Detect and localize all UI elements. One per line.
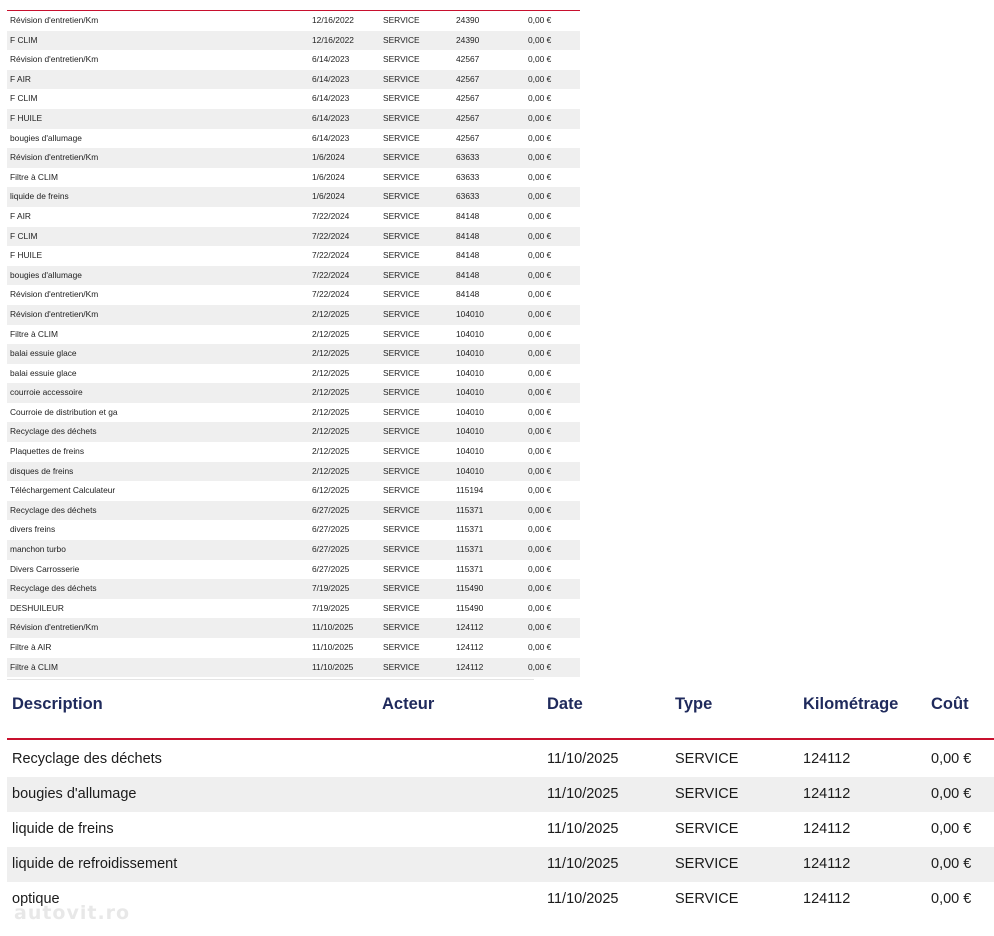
cell-mileage: 124112 xyxy=(803,821,851,837)
table-row xyxy=(7,325,580,345)
cell-description: F AIR xyxy=(10,210,31,221)
cell-mileage: 104010 xyxy=(456,328,484,339)
cell-type: SERVICE xyxy=(383,602,420,613)
cell-cost: 0,00 € xyxy=(528,210,552,221)
cell-cost: 0,00 € xyxy=(528,446,552,457)
column-header-actor: Acteur xyxy=(382,695,435,713)
cell-description: disques de freins xyxy=(10,465,74,476)
cell-cost: 0,00 € xyxy=(528,191,552,202)
column-header-cost: Coût xyxy=(931,695,969,713)
cell-date: 1/6/2024 xyxy=(312,152,345,163)
column-header-description: Description xyxy=(12,695,103,713)
cell-type: SERVICE xyxy=(383,622,420,633)
cell-description: courroie accessoire xyxy=(10,387,83,398)
cell-cost: 0,00 € xyxy=(931,751,972,767)
cell-mileage: 24390 xyxy=(456,34,480,45)
cell-description: Révision d'entretien/Km xyxy=(10,152,99,163)
table-row xyxy=(7,364,580,384)
cell-mileage: 42567 xyxy=(456,132,480,143)
cell-type: SERVICE xyxy=(383,426,420,437)
cell-cost: 0,00 € xyxy=(931,891,972,907)
cell-description: Recyclage des déchets xyxy=(12,751,162,767)
cell-cost: 0,00 € xyxy=(528,602,552,613)
cell-date: 6/27/2025 xyxy=(312,544,350,555)
cell-mileage: 84148 xyxy=(456,269,480,280)
cell-date: 1/6/2024 xyxy=(312,191,345,202)
cell-type: SERVICE xyxy=(383,112,420,123)
cell-cost: 0,00 € xyxy=(528,426,552,437)
table-row xyxy=(7,266,580,286)
cell-description: bougies d'allumage xyxy=(10,132,82,143)
cell-cost: 0,00 € xyxy=(528,642,552,652)
cell-type: SERVICE xyxy=(383,406,420,417)
cell-cost: 0,00 € xyxy=(528,485,552,496)
cell-description: optique xyxy=(12,891,60,907)
cell-cost: 0,00 € xyxy=(528,504,552,515)
cell-description: F CLIM xyxy=(10,93,38,104)
cell-mileage: 104010 xyxy=(456,446,484,457)
cell-mileage: 63633 xyxy=(456,152,480,163)
cell-cost: 0,00 € xyxy=(528,328,552,339)
table-row xyxy=(7,599,580,619)
small-table-body xyxy=(7,11,580,677)
cell-mileage: 84148 xyxy=(456,250,480,261)
cell-description: Révision d'entretien/Km xyxy=(10,15,99,25)
cell-cost: 0,00 € xyxy=(528,171,552,182)
cell-description: DESHUILEUR xyxy=(10,602,64,613)
cell-description: Révision d'entretien/Km xyxy=(10,308,99,319)
cell-type: SERVICE xyxy=(383,661,420,672)
table-row xyxy=(7,11,580,31)
table-row xyxy=(7,847,994,882)
cell-type: SERVICE xyxy=(675,821,739,837)
cell-type: SERVICE xyxy=(383,250,420,261)
cell-description: Filtre à CLIM xyxy=(10,328,58,339)
cell-date: 6/14/2023 xyxy=(312,54,350,65)
cell-cost: 0,00 € xyxy=(528,308,552,319)
cell-type: SERVICE xyxy=(383,132,420,143)
cell-description: Recyclage des déchets xyxy=(10,504,97,515)
cell-type: SERVICE xyxy=(675,856,739,872)
cell-type: SERVICE xyxy=(383,387,420,398)
cell-mileage: 124112 xyxy=(803,891,851,907)
table-row xyxy=(7,442,580,462)
cell-type: SERVICE xyxy=(383,230,420,241)
cell-description: Courroie de distribution et ga xyxy=(10,406,118,417)
table-row xyxy=(7,812,994,847)
cell-date: 2/12/2025 xyxy=(312,446,350,457)
cell-mileage: 84148 xyxy=(456,289,480,300)
cell-date: 11/10/2025 xyxy=(312,642,354,652)
cell-type: SERVICE xyxy=(383,93,420,104)
cell-description: Filtre à CLIM xyxy=(10,661,58,672)
table-row xyxy=(7,246,580,266)
cell-date: 6/27/2025 xyxy=(312,524,350,535)
cell-mileage: 124112 xyxy=(803,751,851,767)
cell-cost: 0,00 € xyxy=(528,563,552,574)
cell-mileage: 104010 xyxy=(456,387,484,398)
cell-description: Recyclage des déchets xyxy=(10,583,97,594)
cell-date: 11/10/2025 xyxy=(312,661,354,672)
cell-cost: 0,00 € xyxy=(528,544,552,555)
table-row xyxy=(7,501,580,521)
cell-date: 2/12/2025 xyxy=(312,465,350,476)
table-row xyxy=(7,777,994,812)
table-row xyxy=(7,882,994,917)
watermark: autovit.ro xyxy=(14,902,131,924)
table-row xyxy=(7,422,580,442)
cell-cost: 0,00 € xyxy=(528,524,552,535)
column-header-date: Date xyxy=(547,695,583,713)
table-row xyxy=(7,285,580,305)
cell-description: F AIR xyxy=(10,73,31,84)
cell-mileage: 104010 xyxy=(456,308,484,319)
cell-description: Révision d'entretien/Km xyxy=(10,622,99,633)
cell-cost: 0,00 € xyxy=(528,152,552,163)
cell-date: 2/12/2025 xyxy=(312,367,350,378)
cell-type: SERVICE xyxy=(383,210,420,221)
cell-cost: 0,00 € xyxy=(528,387,552,398)
cell-cost: 0,00 € xyxy=(931,856,972,872)
cell-cost: 0,00 € xyxy=(528,132,552,143)
cell-date: 7/22/2024 xyxy=(312,230,350,241)
cell-mileage: 42567 xyxy=(456,93,480,104)
cell-cost: 0,00 € xyxy=(528,465,552,476)
cell-mileage: 124112 xyxy=(456,642,484,652)
cell-mileage: 115194 xyxy=(456,485,484,496)
cell-type: SERVICE xyxy=(383,563,420,574)
cell-mileage: 104010 xyxy=(456,406,484,417)
cell-description: manchon turbo xyxy=(10,544,66,555)
cell-date: 7/22/2024 xyxy=(312,269,350,280)
cell-description: Plaquettes de freins xyxy=(10,446,85,457)
cell-type: SERVICE xyxy=(383,171,420,182)
table-row xyxy=(7,560,580,580)
cell-description: Révision d'entretien/Km xyxy=(10,54,99,65)
cell-type: SERVICE xyxy=(383,34,420,45)
column-header-type: Type xyxy=(675,695,713,713)
cell-description: liquide de freins xyxy=(10,191,69,202)
cell-date: 2/12/2025 xyxy=(312,387,350,398)
cell-type: SERVICE xyxy=(383,15,420,25)
cell-cost: 0,00 € xyxy=(528,367,552,378)
cell-date: 6/14/2023 xyxy=(312,93,350,104)
cell-date: 7/22/2024 xyxy=(312,289,350,300)
cell-date: 7/22/2024 xyxy=(312,250,350,261)
table-row xyxy=(7,168,580,188)
table-row xyxy=(7,227,580,247)
table-row xyxy=(7,344,580,364)
cell-type: SERVICE xyxy=(383,328,420,339)
cell-type: SERVICE xyxy=(383,152,420,163)
cell-description: Recyclage des déchets xyxy=(10,426,97,437)
cell-date: 2/12/2025 xyxy=(312,348,350,359)
cell-description: balai essuie glace xyxy=(10,367,77,378)
cell-date: 2/12/2025 xyxy=(312,426,350,437)
table-row xyxy=(7,383,580,403)
cell-description: liquide de freins xyxy=(12,821,114,837)
cell-mileage: 104010 xyxy=(456,465,484,476)
cell-description: liquide de refroidissement xyxy=(12,856,178,872)
cell-cost: 0,00 € xyxy=(528,230,552,241)
cell-type: SERVICE xyxy=(383,191,420,202)
cell-mileage: 84148 xyxy=(456,230,480,241)
cell-mileage: 124112 xyxy=(456,622,484,633)
cell-cost: 0,00 € xyxy=(528,661,552,672)
cell-cost: 0,00 € xyxy=(528,289,552,300)
cell-date: 11/10/2025 xyxy=(547,856,619,872)
table-row xyxy=(7,618,580,638)
table-row xyxy=(7,148,580,168)
cell-type: SERVICE xyxy=(383,465,420,476)
cell-type: SERVICE xyxy=(383,524,420,535)
cell-date: 11/10/2025 xyxy=(547,751,619,767)
cell-mileage: 124112 xyxy=(803,786,851,802)
cell-mileage: 104010 xyxy=(456,426,484,437)
cell-type: SERVICE xyxy=(383,308,420,319)
cell-type: SERVICE xyxy=(383,504,420,515)
cell-mileage: 42567 xyxy=(456,54,480,65)
cell-description: Révision d'entretien/Km xyxy=(10,289,99,300)
cell-cost: 0,00 € xyxy=(528,73,552,84)
cell-mileage: 42567 xyxy=(456,112,480,123)
cell-mileage: 104010 xyxy=(456,367,484,378)
cell-description: bougies d'allumage xyxy=(10,269,82,280)
cell-mileage: 84148 xyxy=(456,210,480,221)
cell-date: 2/12/2025 xyxy=(312,308,350,319)
cell-type: SERVICE xyxy=(383,583,420,594)
cell-cost: 0,00 € xyxy=(528,583,552,594)
cell-type: SERVICE xyxy=(675,786,739,802)
cell-type: SERVICE xyxy=(675,751,739,767)
table-row xyxy=(7,742,994,777)
cell-date: 11/10/2025 xyxy=(547,891,619,907)
table-row xyxy=(7,403,580,423)
table-row xyxy=(7,31,580,51)
cell-type: SERVICE xyxy=(383,367,420,378)
cell-mileage: 104010 xyxy=(456,348,484,359)
cell-cost: 0,00 € xyxy=(528,34,552,45)
table-row xyxy=(7,129,580,149)
cell-description: Filtre à AIR xyxy=(10,642,52,652)
cell-date: 2/12/2025 xyxy=(312,328,350,339)
table-row xyxy=(7,520,580,540)
cell-mileage: 115371 xyxy=(456,524,484,535)
cell-mileage: 124112 xyxy=(803,856,851,872)
header-divider-rule xyxy=(7,738,994,740)
column-header-mileage: Kilométrage xyxy=(803,695,899,713)
maintenance-table-body xyxy=(7,742,994,917)
cell-date: 12/16/2022 xyxy=(312,15,354,25)
cell-cost: 0,00 € xyxy=(528,15,552,25)
cell-cost: 0,00 € xyxy=(528,250,552,261)
cell-type: SERVICE xyxy=(383,348,420,359)
cell-type: SERVICE xyxy=(675,891,739,907)
cell-date: 2/12/2025 xyxy=(312,406,350,417)
cell-mileage: 124112 xyxy=(456,661,484,672)
cell-mileage: 115490 xyxy=(456,583,484,594)
cell-description: bougies d'allumage xyxy=(12,786,137,802)
cell-mileage: 115371 xyxy=(456,563,484,574)
cell-date: 6/12/2025 xyxy=(312,485,350,496)
table-row xyxy=(7,540,580,560)
cell-description: Divers Carrosserie xyxy=(10,563,80,574)
cell-type: SERVICE xyxy=(383,446,420,457)
table-row xyxy=(7,70,580,90)
cell-date: 1/6/2024 xyxy=(312,171,345,182)
cell-cost: 0,00 € xyxy=(528,406,552,417)
cell-description: F CLIM xyxy=(10,230,38,241)
table-row xyxy=(7,579,580,599)
maintenance-history-table-small xyxy=(7,10,580,680)
cell-mileage: 24390 xyxy=(456,15,480,25)
cell-date: 7/19/2025 xyxy=(312,602,350,613)
cell-mileage: 63633 xyxy=(456,191,480,202)
cell-date: 12/16/2022 xyxy=(312,34,354,45)
maintenance-table-header xyxy=(0,686,994,726)
table-row xyxy=(7,305,580,325)
cell-description: F HUILE xyxy=(10,112,43,123)
cell-cost: 0,00 € xyxy=(528,112,552,123)
cell-type: SERVICE xyxy=(383,544,420,555)
cell-description: balai essuie glace xyxy=(10,348,77,359)
table-row xyxy=(7,658,580,678)
cell-type: SERVICE xyxy=(383,289,420,300)
cell-description: divers freins xyxy=(10,524,56,535)
cell-mileage: 115490 xyxy=(456,602,484,613)
table-row xyxy=(7,187,580,207)
cell-mileage: 63633 xyxy=(456,171,480,182)
cell-type: SERVICE xyxy=(383,485,420,496)
cell-cost: 0,00 € xyxy=(931,786,972,802)
cell-type: SERVICE xyxy=(383,54,420,65)
table-row xyxy=(7,638,580,658)
cell-date: 7/19/2025 xyxy=(312,583,350,594)
cell-date: 11/10/2025 xyxy=(547,821,619,837)
cell-date: 6/14/2023 xyxy=(312,132,350,143)
cell-type: SERVICE xyxy=(383,73,420,84)
cell-date: 6/27/2025 xyxy=(312,504,350,515)
cell-mileage: 115371 xyxy=(456,544,484,555)
table-row xyxy=(7,481,580,501)
cell-type: SERVICE xyxy=(383,642,420,652)
cell-cost: 0,00 € xyxy=(528,269,552,280)
table-row xyxy=(7,109,580,129)
cell-date: 7/22/2024 xyxy=(312,210,350,221)
cell-description: Filtre à CLIM xyxy=(10,171,58,182)
table-row xyxy=(7,50,580,70)
cell-mileage: 115371 xyxy=(456,504,484,515)
cell-date: 11/10/2025 xyxy=(312,622,354,633)
cell-cost: 0,00 € xyxy=(528,348,552,359)
cell-cost: 0,00 € xyxy=(528,54,552,65)
table-row xyxy=(7,462,580,482)
table-row xyxy=(7,89,580,109)
cell-type: SERVICE xyxy=(383,269,420,280)
cell-description: F CLIM xyxy=(10,34,38,45)
table-row xyxy=(7,207,580,227)
cell-cost: 0,00 € xyxy=(528,93,552,104)
cell-date: 6/14/2023 xyxy=(312,73,350,84)
table-bottom-rule xyxy=(7,679,534,680)
cell-cost: 0,00 € xyxy=(528,622,552,633)
cell-date: 6/27/2025 xyxy=(312,563,350,574)
cell-date: 6/14/2023 xyxy=(312,112,350,123)
cell-date: 11/10/2025 xyxy=(547,786,619,802)
cell-mileage: 42567 xyxy=(456,73,480,84)
cell-cost: 0,00 € xyxy=(931,821,972,837)
cell-description: F HUILE xyxy=(10,250,43,261)
cell-description: Téléchargement Calculateur xyxy=(10,485,116,496)
